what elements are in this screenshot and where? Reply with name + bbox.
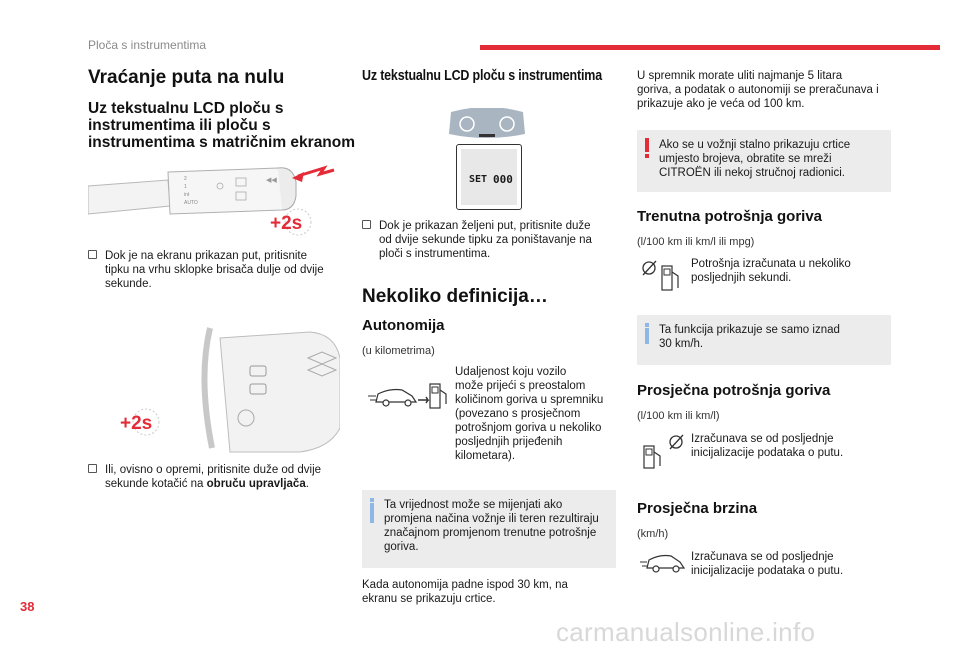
lcd-display-panel [456, 144, 522, 210]
bullet-bold-text: obruču upravljača [206, 478, 306, 490]
checkbox-bullet-icon [88, 464, 97, 473]
intro-line: goriva, a podatak o autonomiji se preračunava i [637, 84, 879, 96]
info-line: promjena načina vožnje ili teren rezultiraju [384, 513, 599, 525]
lcd-trip-value: 000 [493, 173, 513, 186]
average-speed-unit: (km/h) [637, 528, 669, 540]
lcd-screen [461, 149, 517, 205]
bullet-line: ploči s instrumentima. [379, 248, 491, 260]
info-line: goriva. [384, 541, 419, 553]
desc-line: kilometara). [455, 450, 516, 462]
desc-line: Udaljenost koju vozilo [455, 366, 567, 378]
current-consumption-icon [640, 258, 686, 292]
autonomy-unit: (u kilometrima) [362, 345, 435, 357]
desc-line: količinom goriva u spremniku [455, 394, 604, 406]
subtitle-lcd-only: Uz tekstualnu LCD ploču s instrumentima [362, 68, 602, 84]
desc-line: Izračunava se od posljednje [691, 551, 834, 563]
bullet-text: . [305, 478, 309, 490]
bullet-line: Ili, ovisno o opremi, pritisnite duže od dvije [105, 464, 322, 476]
subtitle-line: Uz tekstualnu LCD ploču s [88, 100, 284, 117]
average-consumption-title: Prosječna potrošnja goriva [637, 382, 831, 399]
info-line: 30 km/h. [659, 338, 704, 350]
info-icon [645, 328, 649, 344]
bullet-line: od dvije sekunde tipku za poništavanje na [379, 234, 592, 246]
info-line: Ta funkcija prikazuje se samo iznad [659, 324, 840, 336]
info-line: Ta vrijednost može se mijenjati ako [384, 499, 563, 511]
desc-line: inicijalizacije podataka o putu. [691, 447, 844, 459]
bullet-wiper-instruction [88, 249, 348, 293]
autonomy-title: Autonomija [362, 317, 445, 334]
warning-icon [645, 138, 649, 152]
subtitle-line: instrumentima ili ploču s [88, 117, 271, 134]
average-speed-title: Prosječna brzina [637, 500, 758, 517]
svg-text:AUTO: AUTO [184, 200, 198, 206]
refuel-intro [637, 69, 907, 111]
autonomy-description [455, 365, 620, 463]
info-text [384, 498, 599, 554]
watermark: carmanualsonline.info [556, 617, 816, 647]
checkbox-bullet-icon [362, 220, 371, 229]
warning-line: Ako se u vožnji stalno prikazuju crtice [659, 139, 851, 151]
lcd-set-label: SET [469, 174, 488, 185]
info-icon [370, 503, 374, 523]
subtitle-lcd-matrix [88, 100, 355, 151]
desc-line: potrošnjom goriva u nekoliko [455, 422, 602, 434]
average-consumption-icon [640, 434, 686, 470]
warning-box-dashes [637, 130, 891, 192]
warning-line: CITROËN ili nekoj stručnoj radionici. [659, 167, 845, 179]
bullet-line [105, 477, 321, 491]
svg-text:+2s: +2s [270, 213, 303, 234]
svg-text:+2s: +2s [120, 413, 153, 434]
desc-line: može prijeći s preostalom [455, 380, 586, 392]
warning-line: umjesto brojeva, obratite se mreži [659, 153, 832, 165]
section-title-reset: Vraćanje puta na nulu [88, 67, 285, 88]
average-speed-car-icon [640, 552, 686, 574]
average-consumption-desc [691, 432, 891, 460]
intro-line: U spremnik morate uliti najmanje 5 litara [637, 70, 843, 82]
desc-line: posljednjih prijeđenih [455, 436, 563, 448]
instrument-cluster-icon [445, 108, 529, 140]
desc-line: Potrošnja izračunata u nekoliko [691, 258, 851, 270]
bullet-line: Dok je prikazan željeni put, pritisnite duže [379, 220, 591, 232]
desc-line: posljednjih sekundi. [691, 272, 792, 284]
info-box-speed-threshold [637, 315, 891, 365]
desc-line: inicijalizacije podataka o putu. [691, 565, 844, 577]
bullet-text: sekunde kotačić na [105, 478, 207, 490]
hold-2s-icon [268, 207, 324, 237]
bullet-lcd-instruction [362, 219, 622, 263]
desc-line: Izračunava se od posljednje [691, 433, 834, 445]
warning-text [659, 138, 850, 180]
hold-2s-badge-wheel [118, 407, 174, 437]
current-consumption-unit: (l/100 km ili km/l ili mpg) [637, 236, 755, 248]
svg-text:1: 1 [184, 184, 187, 190]
current-consumption-title: Trenutna potrošnja goriva [637, 208, 823, 225]
bullet-line: tipku na vrhu sklopke brisača dulje od dvije [105, 264, 324, 276]
bullet-wheel-instruction [88, 463, 348, 493]
hold-2s-badge [268, 207, 324, 237]
car-range-icon [366, 378, 450, 412]
note-line: ekranu se prikazuju crtice. [362, 593, 496, 605]
bullet-line: sekunde. [105, 278, 152, 290]
average-consumption-unit: (l/100 km ili km/l) [637, 410, 720, 422]
intro-line: prikazuje ako je veća od 100 km. [637, 98, 805, 110]
average-speed-desc [691, 550, 891, 578]
info-line: značajnom promjenom trenutne potrošnje [384, 527, 597, 539]
hold-2s-icon [118, 407, 174, 437]
note-line: Kada autonomija padne ispod 30 km, na [362, 579, 568, 591]
page-number: 38 [20, 599, 35, 614]
header-accent-bar [480, 45, 940, 50]
svg-text:2: 2 [184, 176, 187, 182]
bullet-line: Dok je na ekranu prikazan put, pritisnite [105, 250, 307, 262]
info-box-autonomy [362, 490, 616, 568]
current-consumption-desc [691, 257, 891, 285]
low-range-note [362, 578, 622, 606]
desc-line: (povezano s prosječnom [455, 408, 581, 420]
section-title-definitions: Nekoliko definicija… [362, 286, 548, 307]
running-header: Ploča s instrumentima [88, 38, 207, 52]
svg-text:◀◀: ◀◀ [266, 177, 277, 184]
info-text [659, 323, 840, 351]
svg-text:int: int [184, 192, 190, 198]
subtitle-line: instrumentima s matričnim ekranom [88, 134, 356, 151]
checkbox-bullet-icon [88, 250, 97, 259]
steering-wheel-illustration [190, 318, 340, 458]
